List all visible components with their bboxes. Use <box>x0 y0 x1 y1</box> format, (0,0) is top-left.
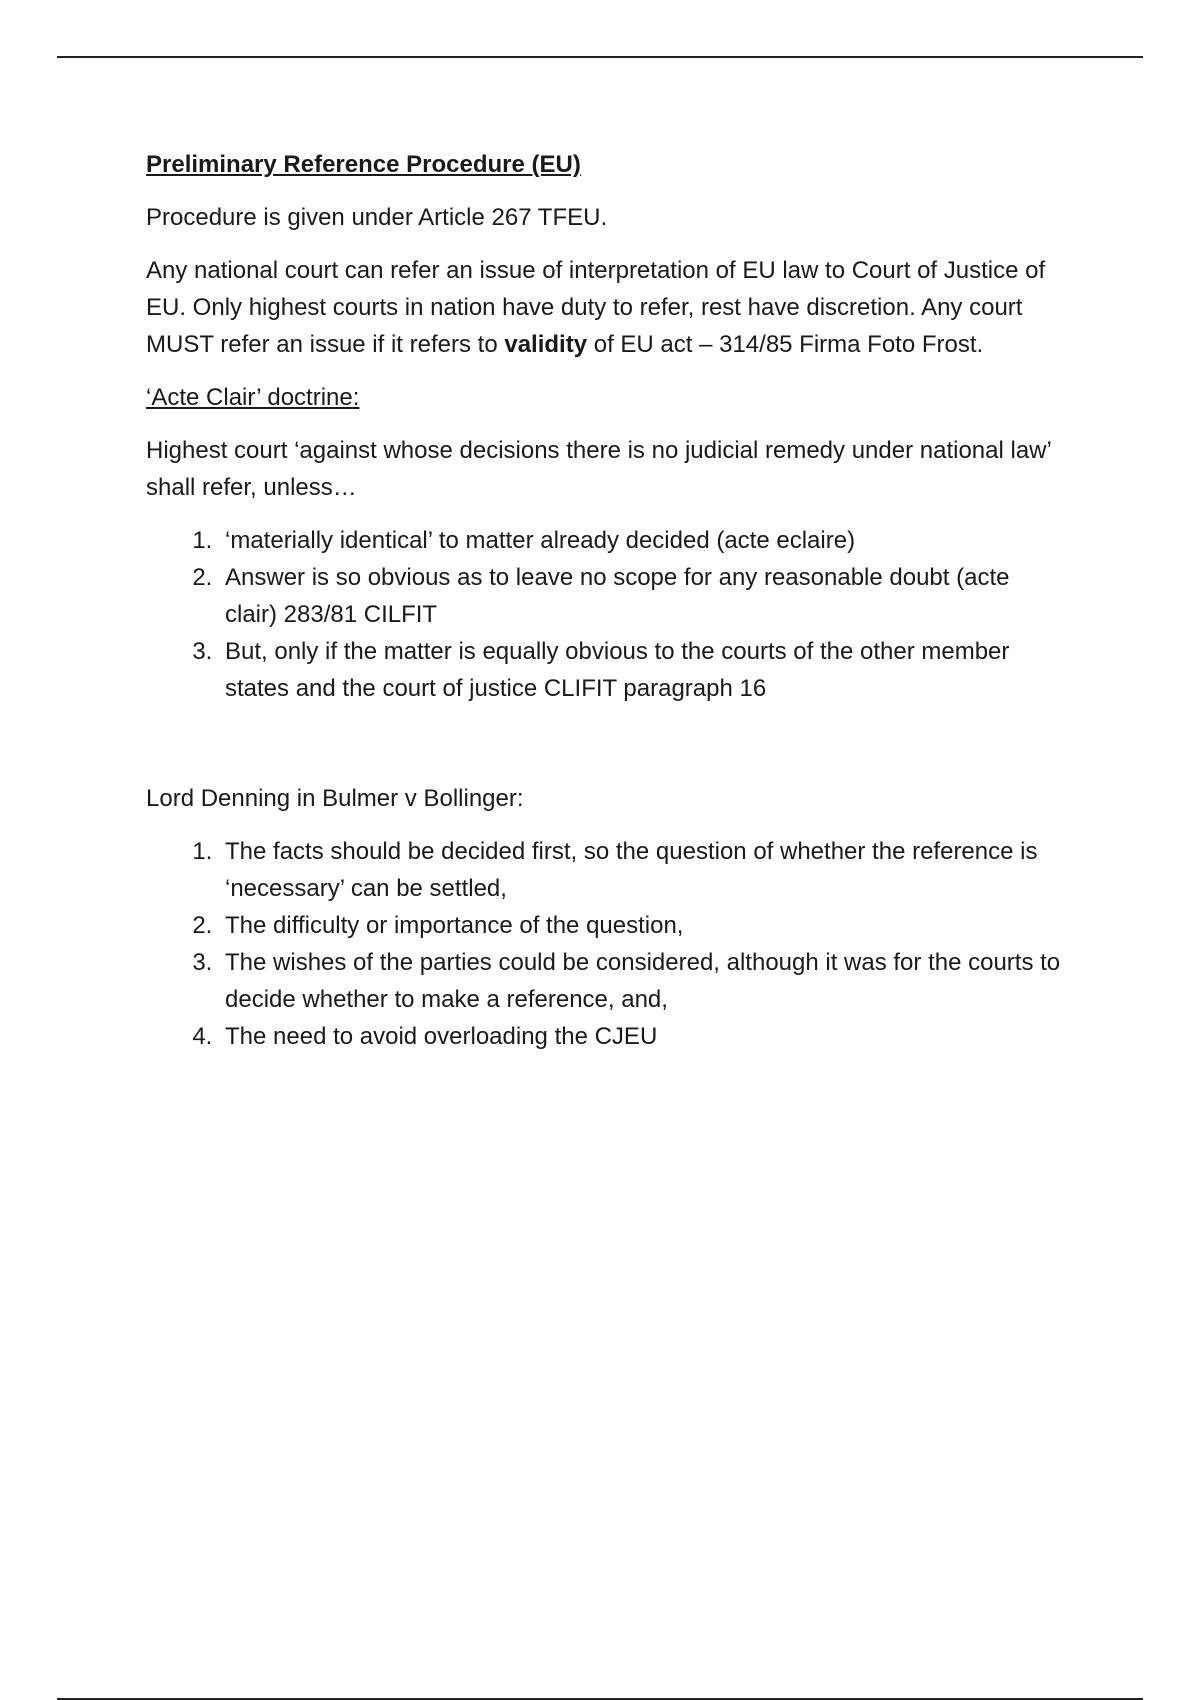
list-item: 2. The difficulty or importance of the question, <box>219 907 1066 944</box>
blank-line <box>146 723 1066 780</box>
list-item: 3. But, only if the matter is equally obvious to the courts of the other member states and the court of justice CLIFIT paragraph 16 <box>219 633 1066 707</box>
document-page <box>146 146 1066 1071</box>
header-rule <box>57 56 1143 58</box>
national-court-paragraph <box>146 252 1066 363</box>
procedure-paragraph: Procedure is given under Article 267 TFEU. <box>146 204 608 231</box>
national-court-text: Any national court can refer an issue of interpretation of EU law to Court of Justice of EU. Only highest courts in nation have duty to refer, rest have discretion. Any court MUST refer an issue if it refers to <box>146 257 1046 358</box>
acte-clair-heading: ‘Acte Clair’ doctrine: <box>146 384 360 411</box>
list-item: 3. The wishes of the parties could be considered, although it was for the courts to decide whether to make a reference, and, <box>219 944 1066 1018</box>
validity-bold-text: validity <box>504 331 588 358</box>
list-item: 1. The facts should be decided first, so the question of whether the reference is ‘necessary’ can be settled, <box>219 833 1066 907</box>
denning-heading: Lord Denning in Bulmer v Bollinger: <box>146 785 524 812</box>
acte-clair-list <box>146 522 1066 707</box>
list-item: 2. Answer is so obvious as to leave no scope for any reasonable doubt (acte clair) 283/81 CILFIT <box>219 559 1066 633</box>
acte-clair-intro: Highest court ‘against whose decisions there is no judicial remedy under national law’ shall refer, unless… <box>146 437 1051 501</box>
denning-list <box>146 833 1066 1055</box>
national-court-text-end: of EU act – 314/85 Firma Foto Frost. <box>587 331 984 358</box>
list-item: 4. The need to avoid overloading the CJEU <box>219 1018 1066 1055</box>
document-title: Preliminary Reference Procedure (EU) <box>146 151 581 178</box>
list-item: 1. ‘materially identical’ to matter already decided (acte eclaire) <box>219 522 1066 559</box>
